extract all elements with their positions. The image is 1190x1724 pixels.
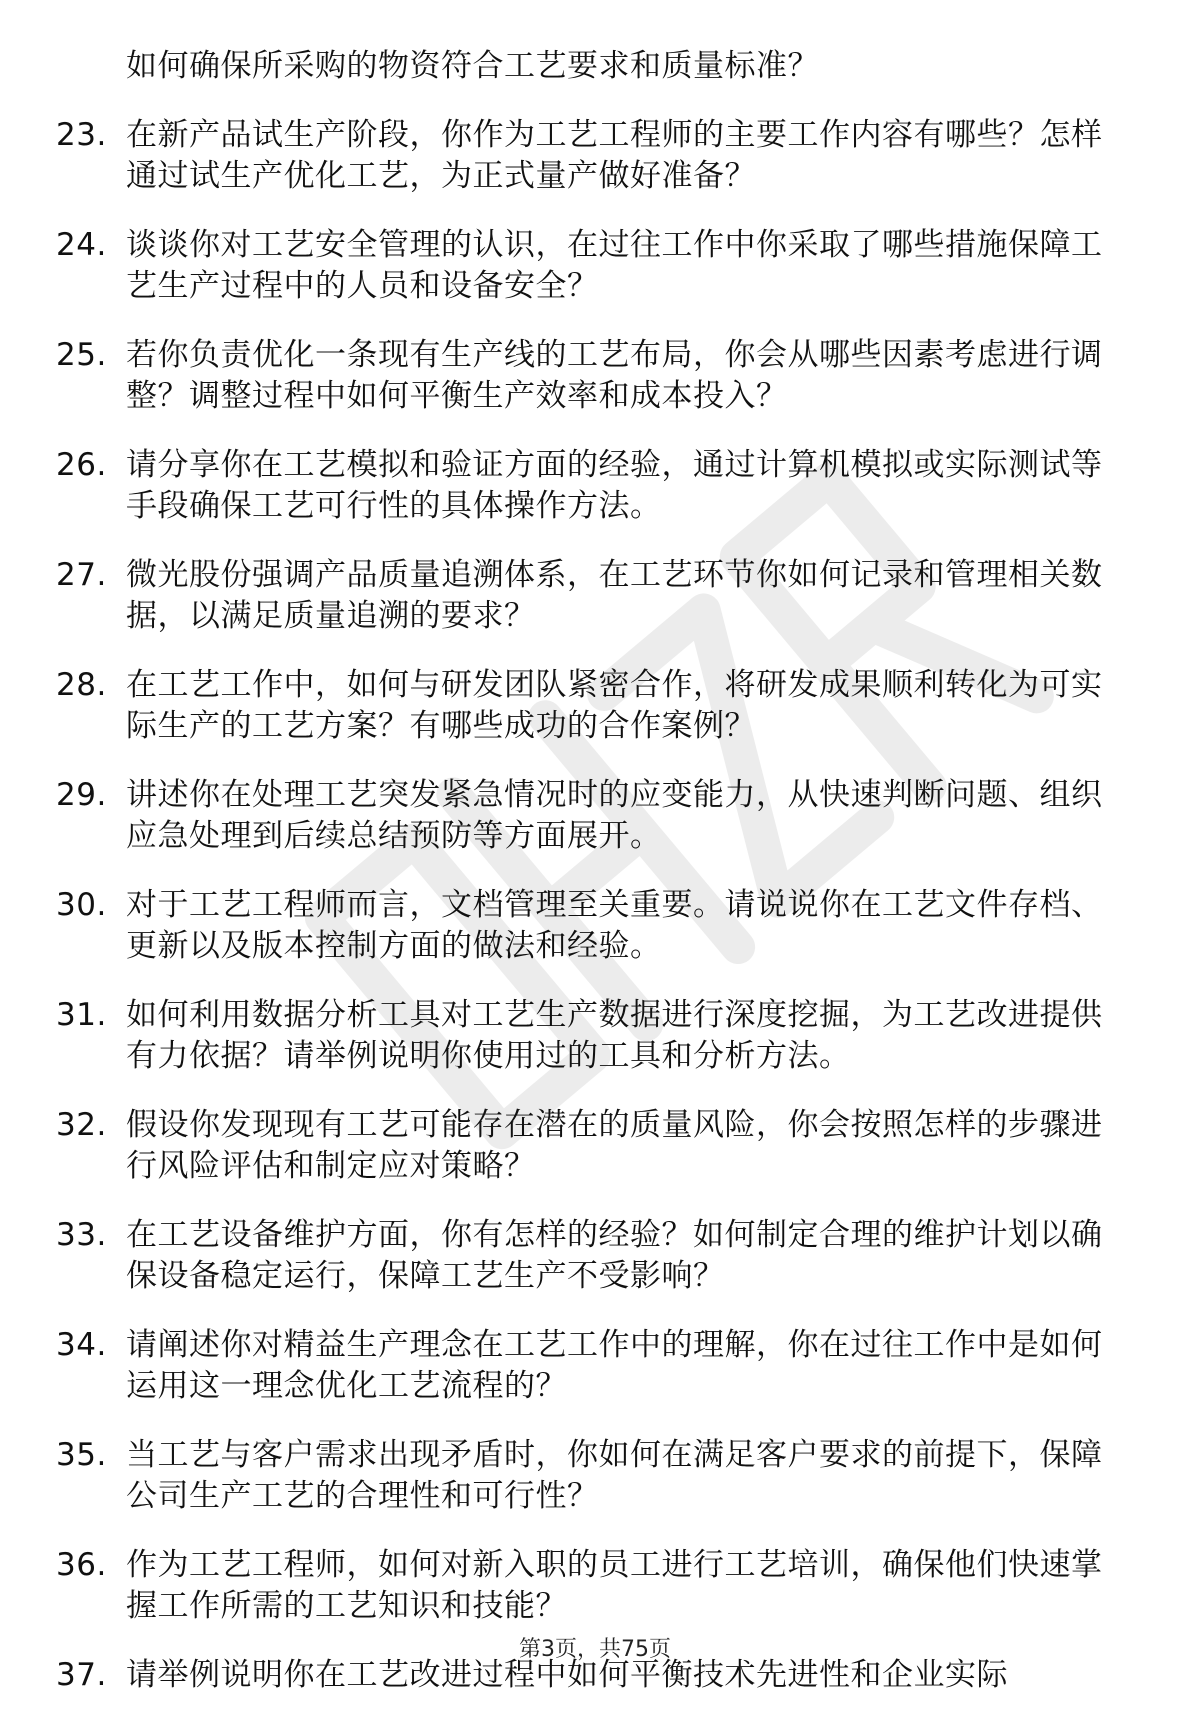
question-text: 在工艺设备维护方面，你有怎样的经验？如何制定合理的维护计划以确保设备稳定运行，保障工艺生产不受影响？ [126, 1217, 1103, 1294]
question-number: 26. [56, 447, 107, 483]
question-number: 35. [56, 1437, 107, 1473]
question-item [56, 555, 1126, 637]
question-item [56, 1325, 1126, 1407]
question-text: 当工艺与客户需求出现矛盾时，你如何在满足客户要求的前提下，保障公司生产工艺的合理性和可行性？ [126, 1437, 1103, 1514]
question-number: 24. [56, 227, 107, 263]
question-text: 对于工艺工程师而言，文档管理至关重要。请说说你在工艺文件存档、更新以及版本控制方面的做法和经验。 [126, 887, 1103, 964]
question-text: 请阐述你对精益生产理念在工艺工作中的理解，你在过往工作中是如何运用这一理念优化工艺流程的？ [126, 1327, 1103, 1404]
question-number: 30. [56, 887, 107, 923]
question-item [56, 1105, 1126, 1187]
question-list [56, 46, 1126, 1724]
question-text: 如何利用数据分析工具对工艺生产数据进行深度挖掘，为工艺改进提供有力依据？请举例说明你使用过的工具和分析方法。 [126, 997, 1103, 1074]
question-number: 37. [56, 1657, 107, 1693]
question-item [56, 995, 1126, 1077]
question-text: 讲述你在处理工艺突发紧急情况时的应变能力，从快速判断问题、组织应急处理到后续总结预防等方面展开。 [126, 777, 1103, 854]
question-number: 27. [56, 557, 107, 593]
question-number: 28. [56, 667, 107, 703]
question-item [56, 225, 1126, 307]
page-number-label: 第3页，共75页 [519, 1637, 671, 1662]
question-number: 36. [56, 1547, 107, 1583]
question-number: 34. [56, 1327, 107, 1363]
question-item [56, 115, 1126, 197]
question-item [56, 885, 1126, 967]
question-item [56, 445, 1126, 527]
question-number: 32. [56, 1107, 107, 1143]
question-text: 谈谈你对工艺安全管理的认识，在过往工作中你采取了哪些措施保障工艺生产过程中的人员和设备安全？ [126, 227, 1103, 304]
question-item [56, 46, 1126, 87]
question-text: 作为工艺工程师，如何对新入职的员工进行工艺培训，确保他们快速掌握工作所需的工艺知识和技能？ [126, 1547, 1103, 1624]
question-item [56, 335, 1126, 417]
question-number: 25. [56, 337, 107, 373]
question-text: 在工艺工作中，如何与研发团队紧密合作，将研发成果顺利转化为可实际生产的工艺方案？有哪些成功的合作案例？ [126, 667, 1103, 744]
question-text: 请举例说明你在工艺改进过程中如何平衡技术先进性和企业实际 [126, 1657, 1008, 1693]
question-text: 若你负责优化一条现有生产线的工艺布局，你会从哪些因素考虑进行调整？调整过程中如何平衡生产效率和成本投入？ [126, 337, 1103, 414]
question-item [56, 665, 1126, 747]
question-text: 微光股份强调产品质量追溯体系，在工艺环节你如何记录和管理相关数据，以满足质量追溯的要求？ [126, 557, 1103, 634]
question-item [56, 1215, 1126, 1297]
question-number: 33. [56, 1217, 107, 1253]
question-item [56, 1545, 1126, 1627]
question-number: 29. [56, 777, 107, 813]
question-text: 请分享你在工艺模拟和验证方面的经验，通过计算机模拟或实际测试等手段确保工艺可行性的具体操作方法。 [126, 447, 1103, 524]
question-text: 假设你发现现有工艺可能存在潜在的质量风险，你会按照怎样的步骤进行风险评估和制定应对策略？ [126, 1107, 1103, 1184]
question-number: 23. [56, 117, 107, 153]
question-text: 在新产品试生产阶段，你作为工艺工程师的主要工作内容有哪些？怎样通过试生产优化工艺，为正式量产做好准备？ [126, 117, 1103, 194]
page-footer [0, 1632, 1190, 1663]
question-number: 31. [56, 997, 107, 1033]
question-item [56, 775, 1126, 857]
question-item [56, 1435, 1126, 1517]
question-text: 如何确保所采购的物资符合工艺要求和质量标准？ [126, 48, 819, 84]
